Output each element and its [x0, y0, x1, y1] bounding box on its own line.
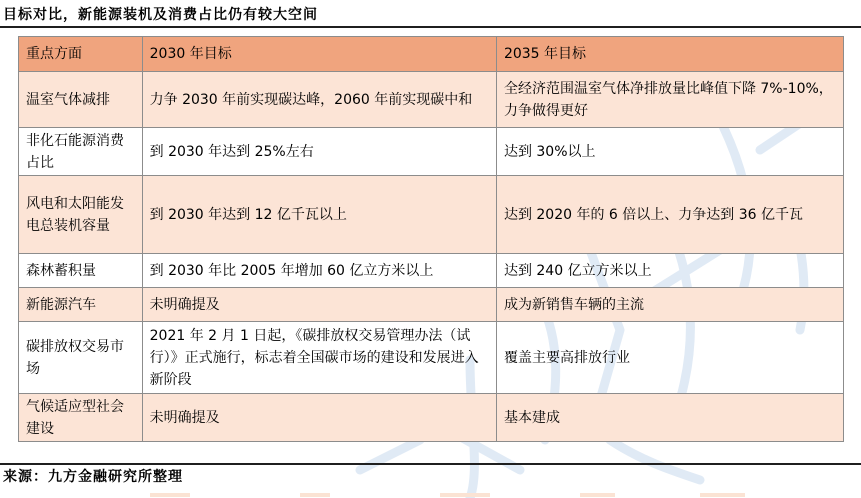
source-note: 来源：九方金融研究所整理 — [3, 469, 183, 485]
source-divider — [0, 463, 861, 465]
table-row — [19, 176, 844, 254]
table-row — [19, 254, 844, 288]
table-row — [19, 288, 844, 322]
row-label: 碳排放权交易市场 — [19, 322, 143, 394]
cell-2030: 到 2030 年达到 12 亿千瓦以上 — [142, 176, 496, 254]
row-label: 新能源汽车 — [19, 288, 143, 322]
cell-2035: 达到 240 亿立方米以上 — [496, 254, 843, 288]
title-divider — [0, 26, 861, 28]
table-header-row — [19, 37, 844, 72]
page-title: 目标对比，新能源装机及消费占比仍有较大空间 — [3, 7, 318, 23]
header-2035-goal: 2035 年目标 — [496, 37, 843, 72]
cell-2035: 基本建成 — [496, 394, 843, 442]
watermark-bottom-strokes — [0, 490, 861, 498]
cell-2030: 未明确提及 — [142, 288, 496, 322]
row-label: 温室气体减排 — [19, 72, 143, 128]
cell-2035: 达到 30%以上 — [496, 128, 843, 176]
cell-2030: 力争 2030 年前实现碳达峰，2060 年前实现碳中和 — [142, 72, 496, 128]
row-label: 气候适应型社会建设 — [19, 394, 143, 442]
row-label: 森林蓄积量 — [19, 254, 143, 288]
cell-2035: 覆盖主要高排放行业 — [496, 322, 843, 394]
cell-2035: 成为新销售车辆的主流 — [496, 288, 843, 322]
cell-2030: 到 2030 年比 2005 年增加 60 亿立方米以上 — [142, 254, 496, 288]
cell-2030: 未明确提及 — [142, 394, 496, 442]
cell-2030: 到 2030 年达到 25%左右 — [142, 128, 496, 176]
cell-2030: 2021 年 2 月 1 日起，《碳排放权交易管理办法（试行）》正式施行，标志着全国碳市场的建设和发展进入新阶段 — [142, 322, 496, 394]
table-row — [19, 128, 844, 176]
table-row — [19, 322, 844, 394]
table-row — [19, 72, 844, 128]
row-label: 非化石能源消费占比 — [19, 128, 143, 176]
table-row — [19, 394, 844, 442]
header-focus-area: 重点方面 — [19, 37, 143, 72]
header-2030-goal: 2030 年目标 — [142, 37, 496, 72]
cell-2035: 全经济范围温室气体净排放量比峰值下降 7%-10%，力争做得更好 — [496, 72, 843, 128]
row-label: 风电和太阳能发电总装机容量 — [19, 176, 143, 254]
cell-2035: 达到 2020 年的 6 倍以上、力争达到 36 亿千瓦 — [496, 176, 843, 254]
goals-table — [18, 36, 844, 442]
